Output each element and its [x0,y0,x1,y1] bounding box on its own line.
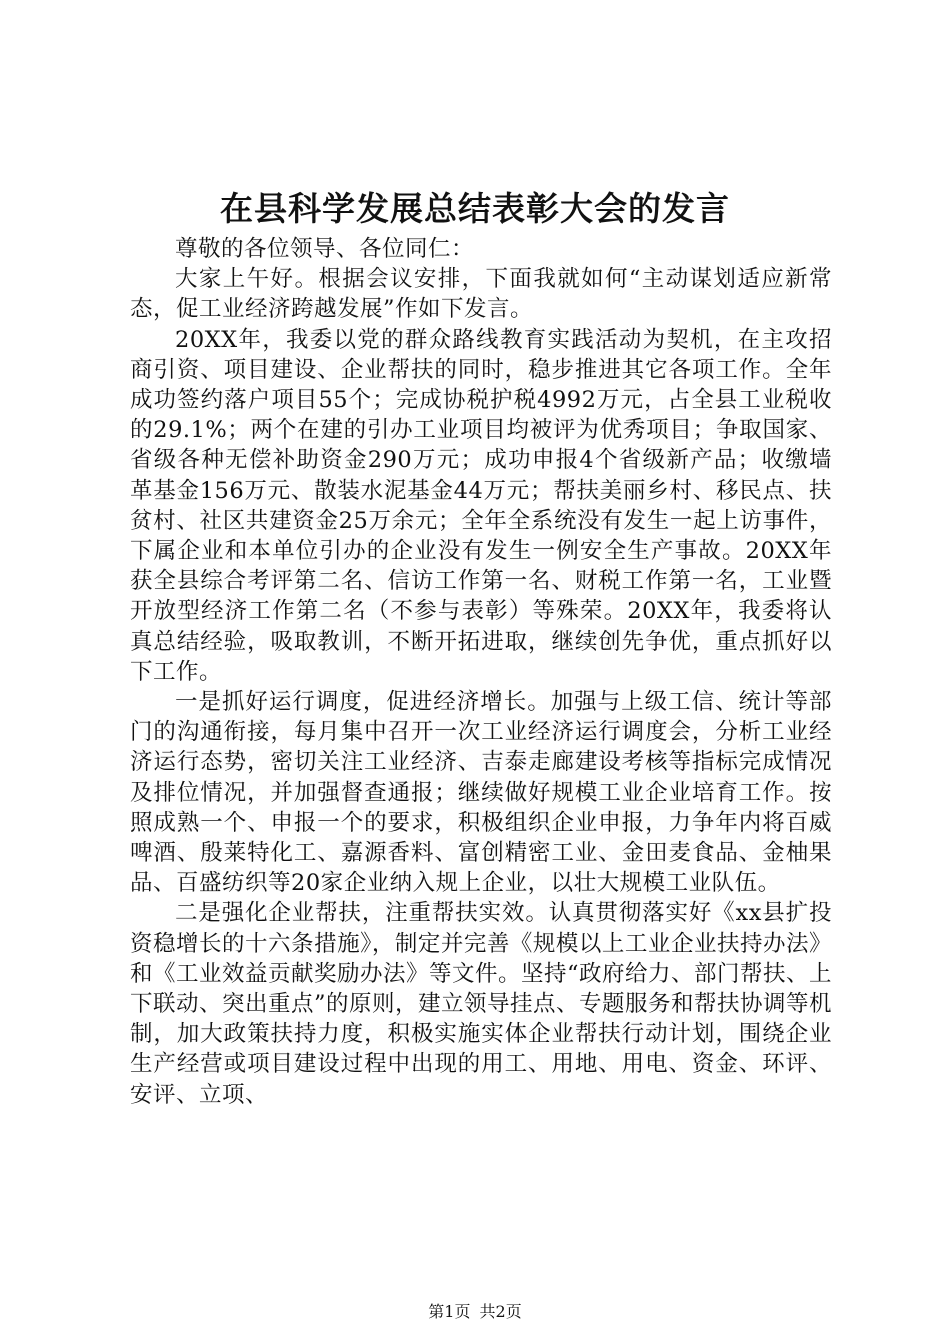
page-number: 第1页 [428,1302,471,1321]
page-footer [0,1301,950,1323]
body-paragraph: 20XX年，我委以党的群众路线教育实践活动为契机，在主攻招商引资、项目建设、企业帮扶的同时，稳步推进其它各项工作。全年成功签约落户项目55个；完成协税护税4992万元，占全县工业税收的29.1%；两个在建的引办工业项目均被评为优秀项目；争取国家、省级各种无偿补助资金290万元；成功申报4个省级新产品；收缴墙革基金156万元、散装水泥基金44万元；帮扶美丽乡村、移民点、扶贫村、社区共建资金25万余元；全年全系统没有发生一起上访事件，下属企业和本单位引办的企业没有发生一例安全生产事故。20XX年获全县综合考评第二名、信访工作第一名、财税工作第一名，工业暨开放型经济工作第二名（不参与表彰）等殊荣。20XX年，我委将认真总结经验，吸取教训，不断开拓进取，继续创先争优，重点抓好以下工作。 [130,326,832,685]
page-total: 共2页 [479,1302,522,1321]
body-paragraph: 一是抓好运行调度，促进经济增长。加强与上级工信、统计等部门的沟通衔接，每月集中召开一次工业经济运行调度会，分析工业经济运行态势，密切关注工业经济、吉泰走廊建设考核等指标完成情况及排位情况，并加强督查通报；继续做好规模工业企业培育工作。按照成熟一个、申报一个的要求，积极组织企业申报，力争年内将百威啤酒、殷莱特化工、嘉源香料、富创精密工业、金田麦食品、金柚果品、百盛纺织等20家企业纳入规上企业，以壮大规模工业队伍。 [130,689,832,897]
document-body [130,234,832,1110]
body-paragraph: 大家上午好。根据会议安排，下面我就如何“主动谋划适应新常态，促工业经济跨越发展”作如下发言。 [130,266,832,323]
body-paragraph: 二是强化企业帮扶，注重帮扶实效。认真贯彻落实好《xx县扩投资稳增长的十六条措施》，制定并完善《规模以上工业企业扶持办法》和《工业效益贡献奖励办法》等文件。坚持“政府给力、部门帮扶、上下联动、突出重点”的原则，建立领导挂点、专题服务和帮扶协调等机制，加大政策扶持力度，积极实施实体企业帮扶行动计划，围绕企业生产经营或项目建设过程中出现的用工、用地、用电、资金、环评、安评、立项、 [130,900,833,1108]
document-title: 在县科学发展总结表彰大会的发言 [220,189,730,228]
salutation-paragraph: 尊敬的各位领导、各位同仁： [175,236,475,262]
